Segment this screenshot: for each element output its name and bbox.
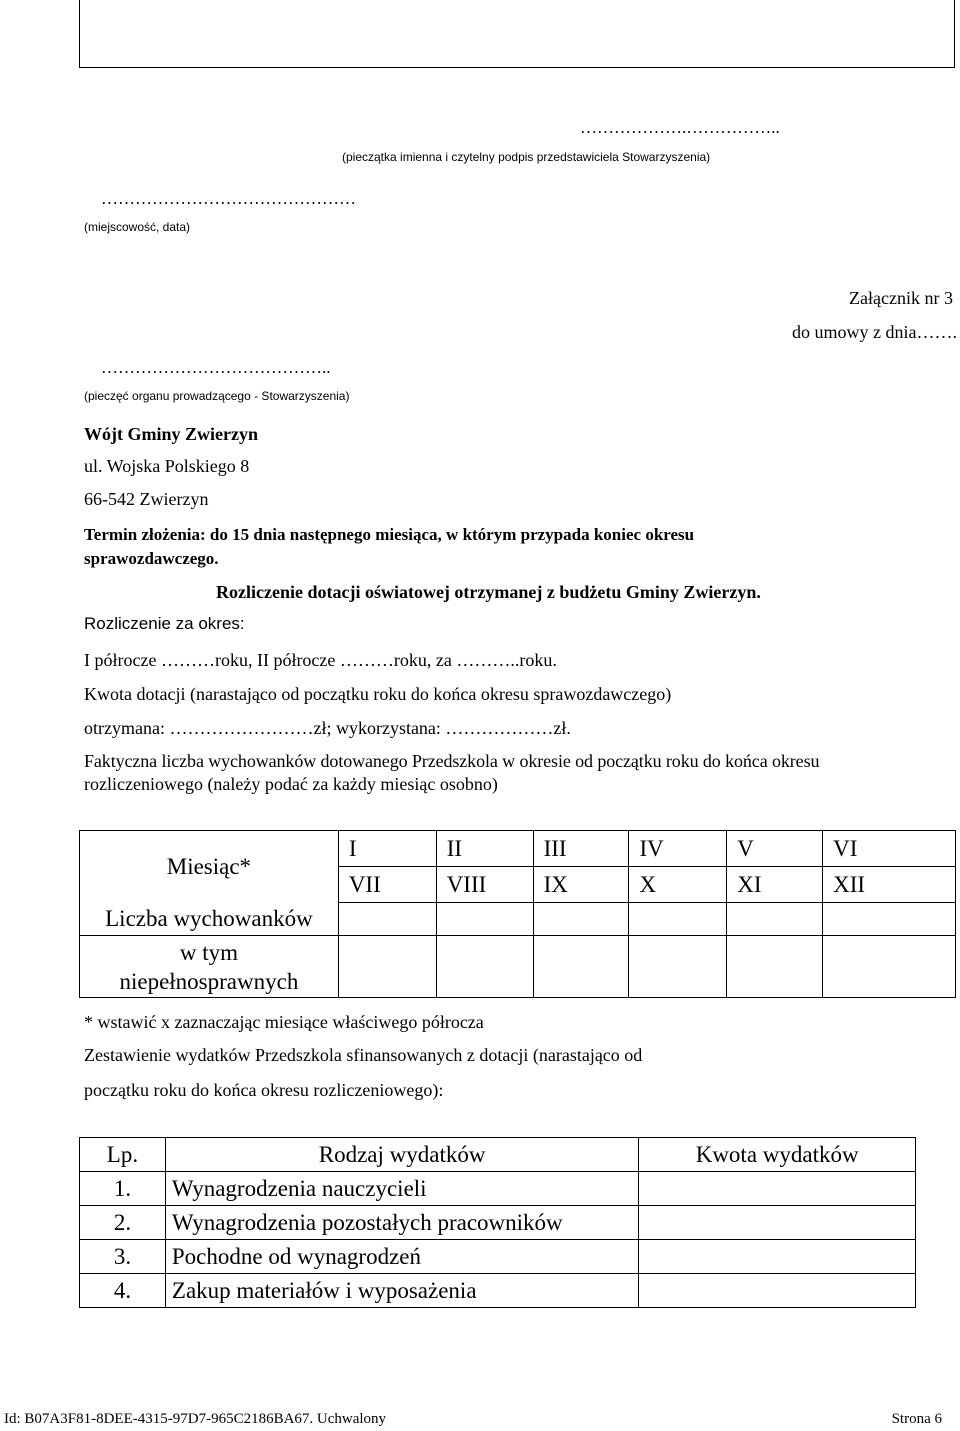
month-cell[interactable]: XII: [823, 867, 956, 903]
month-cell[interactable]: VI: [823, 831, 956, 867]
month-cell[interactable]: V: [727, 831, 823, 867]
top-form-box: [79, 0, 955, 68]
month-cell[interactable]: IX: [533, 867, 629, 903]
expense-header-amount: Kwota wydatków: [639, 1138, 916, 1172]
disabled-count-cell[interactable]: [338, 936, 436, 998]
month-cell[interactable]: XI: [727, 867, 823, 903]
disabled-count-cell[interactable]: [727, 936, 823, 998]
children-count-cell[interactable]: [533, 903, 629, 936]
footer-id: Id: B07A3F81-8DEE-4315-97D7-965C2186BA67. Uchwalony: [4, 1411, 387, 1427]
recipient-street: ul. Wojska Polskiego 8: [84, 456, 250, 476]
expense-amount-cell[interactable]: [639, 1206, 916, 1240]
month-cell[interactable]: IV: [629, 831, 727, 867]
disabled-count-cell[interactable]: [629, 936, 727, 998]
month-table: [79, 830, 956, 998]
amount-header: Kwota dotacji (narastająco od początku roku do końca okresu sprawozdawczego): [84, 684, 672, 704]
period-line: I półrocze ………roku, II półrocze ………roku, za ………..roku.: [84, 650, 557, 670]
disabled-count-cell[interactable]: [823, 936, 956, 998]
expense-name: Wynagrodzenia pozostałych pracowników: [165, 1206, 638, 1240]
expense-table: [79, 1137, 916, 1308]
expense-amount-cell[interactable]: [639, 1240, 916, 1274]
expenses-intro-line-1: Zestawienie wydatków Przedszkola sfinansowanych z dotacji (narastająco od: [84, 1045, 643, 1065]
children-count-cell[interactable]: [338, 903, 436, 936]
month-cell[interactable]: X: [629, 867, 727, 903]
expense-amount-cell[interactable]: [639, 1172, 916, 1206]
expenses-intro-line-2: początku roku do końca okresu rozliczeniowego):: [84, 1080, 444, 1100]
expense-lp: 3.: [80, 1240, 166, 1274]
month-cell[interactable]: VII: [338, 867, 436, 903]
recipient-city: 66-542 Zwierzyn: [84, 489, 209, 509]
month-cell[interactable]: I: [338, 831, 436, 867]
signature-label: (pieczątka imienna i czytelny podpis przedstawiciela Stowarzyszenia): [342, 150, 711, 164]
organ-stamp-dots: …………………………………..: [101, 358, 331, 377]
disabled-count-cell[interactable]: [533, 936, 629, 998]
month-cell[interactable]: III: [533, 831, 629, 867]
amount-line: otrzymana: ……………………zł; wykorzystana: ………………zł.: [84, 718, 571, 738]
recipient-name: Wójt Gminy Zwierzyn: [84, 424, 258, 444]
organ-stamp-label: (pieczęć organu prowadzącego - Stowarzyszenia): [84, 389, 350, 403]
expense-header-type: Rodzaj wydatków: [165, 1138, 638, 1172]
footer-page-number: Strona 6: [891, 1411, 942, 1427]
children-count-cell[interactable]: [436, 903, 533, 936]
period-label: Rozliczenie za okres:: [84, 614, 245, 633]
deadline-line-1: Termin złożenia: do 15 dnia następnego miesiąca, w którym przypada koniec okresu: [84, 525, 695, 544]
expense-name: Wynagrodzenia nauczycieli: [165, 1172, 638, 1206]
disabled-count-label-2: niepełnosprawnych: [119, 968, 299, 994]
expense-header-lp: Lp.: [80, 1138, 166, 1172]
disabled-count-label-1: w tym: [179, 939, 238, 965]
children-count-label: Liczba wychowanków: [80, 903, 339, 936]
expense-name: Zakup materiałów i wyposażenia: [165, 1274, 638, 1308]
children-count-cell[interactable]: [823, 903, 956, 936]
disabled-count-cell[interactable]: [436, 936, 533, 998]
children-count-cell[interactable]: [727, 903, 823, 936]
annex-title: Załącznik nr 3: [849, 288, 953, 308]
expense-name: Pochodne od wynagrodzeń: [165, 1240, 638, 1274]
place-date-dots: ………………………………………: [101, 189, 356, 208]
place-date-label: (miejscowość, data): [84, 220, 191, 234]
deadline-line-2: sprawozdawczego.: [84, 549, 219, 568]
month-cell[interactable]: II: [436, 831, 533, 867]
disabled-count-label-cell: [80, 936, 339, 998]
expense-lp: 4.: [80, 1274, 166, 1308]
expense-amount-cell[interactable]: [639, 1274, 916, 1308]
month-label-cell: [80, 831, 339, 903]
children-text-line-1: Faktyczna liczba wychowanków dotowanego Przedszkola w okresie od początku roku do końca okresu: [84, 751, 820, 771]
signature-dots: ……………….……………..: [580, 118, 780, 137]
children-count-cell[interactable]: [629, 903, 727, 936]
footnote: * wstawić x zaznaczając miesiące właściwego półrocza: [84, 1012, 484, 1032]
annex-agreement-line: do umowy z dnia…….: [792, 322, 957, 342]
expense-lp: 2.: [80, 1206, 166, 1240]
expense-lp: 1.: [80, 1172, 166, 1206]
month-label: Miesiąc*: [166, 853, 252, 879]
month-cell[interactable]: VIII: [436, 867, 533, 903]
children-text-line-2: rozliczeniowego (należy podać za każdy miesiąc osobno): [84, 774, 498, 794]
settlement-heading: Rozliczenie dotacji oświatowej otrzymanej z budżetu Gminy Zwierzyn.: [216, 582, 761, 602]
